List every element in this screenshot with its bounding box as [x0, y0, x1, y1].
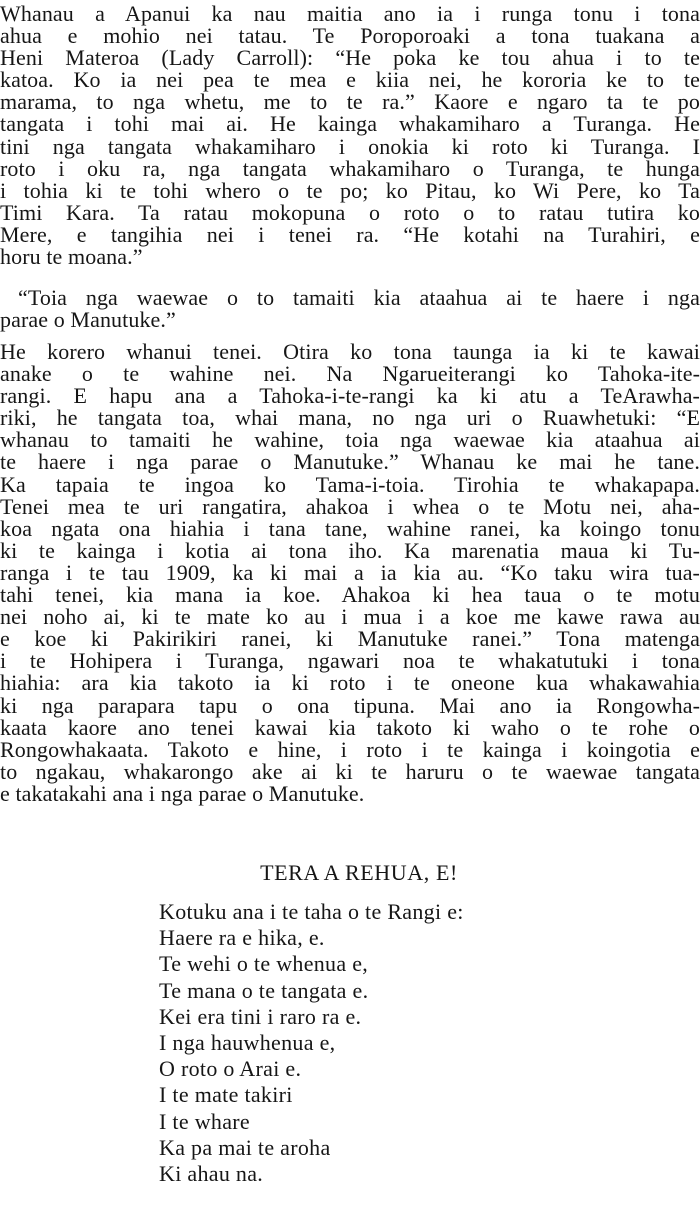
text-line: Timi Kara. Ta ratau mokopuna o roto o to ratau tutira ko — [0, 199, 700, 225]
text-line: “Toia nga waewae o to tamaiti kia ataahua ai te haere i nga — [18, 285, 700, 310]
text-line: to ngakau, whakarongo ake ai ki te haruru o te waewae tangata — [0, 758, 700, 784]
text-line: marama, to nga whetu, me to te ra.” Kaore e ngaro ta te po — [0, 89, 700, 115]
poem-line: Ka pa mai te aroha — [159, 1134, 331, 1160]
poem-line: Te wehi o te whenua e, — [159, 951, 369, 977]
poem-line: Ki ahau na. — [159, 1160, 264, 1186]
poem-line: I nga hauwhenua e, — [159, 1029, 336, 1055]
text-line: e koe ki Pakirikiri ranei, ki Manutuke ranei.” Tona matenga — [0, 626, 700, 652]
text-line: i te Hohipera i Turanga, ngawari noa te whakatutuki i tona — [0, 648, 700, 674]
text-line: tahi tenei, kia mana ia koe. Ahakoa ki hea taua o te motu — [0, 582, 700, 608]
poem-line: I te mate takiri — [159, 1082, 293, 1108]
poem-line: O roto o Arai e. — [159, 1056, 302, 1082]
poem-line: Haere ra e hika, e. — [159, 925, 325, 951]
text-line: i tohia ki te tohi whero o te po; ko Pitau, ko Wi Pere, ko Ta — [0, 177, 700, 203]
text-line: te haere i nga parae o Manutuke.” Whanau ke mai he tane. — [0, 449, 700, 475]
paragraph-toia-quote — [0, 287, 700, 331]
text-line: Heni Materoa (Lady Carroll): “He poka ke tou ahua i to te — [0, 45, 700, 71]
text-line: tangata i tohi mai ai. He kainga whakamiharo a Turanga. He — [0, 111, 700, 137]
paragraph-kawai — [0, 341, 700, 805]
text-line: Rongowhakaata. Takoto e hine, i roto i te kainga i koingotia e — [0, 736, 700, 762]
text-line: ki nga parapara tapu o ona tipuna. Mai ano ia Rongowha- — [0, 692, 700, 718]
text-line: rangi. E hapu ana a Tahoka-i-te-rangi ka ki atu a TeArawha- — [0, 383, 700, 409]
paragraph-poroporoaki — [0, 3, 700, 268]
text-line: kaata kaore ano tenei kawai kia takoto ki waho o te rohe o — [0, 714, 700, 740]
text-line: koa ngata ona hiahia i tana tane, wahine ranei, ka koingo tonu — [0, 515, 700, 541]
text-line: riki, he tangata toa, whai mana, no nga uri o Ruawhetuki: “E — [0, 405, 700, 431]
text-line: ki te kainga i kotia ai tona iho. Ka marenatia maua ki Tu- — [0, 537, 700, 563]
text-line: horu te moana.” — [0, 244, 143, 270]
text-line: anake o te wahine nei. Na Ngarueiterangi ko Tahoka-ite- — [0, 361, 700, 387]
text-line: He korero whanui tenei. Otira ko tona taunga ia ki te kawai — [0, 339, 700, 364]
text-line: Ka tapaia te ingoa ko Tama-i-toia. Tirohia te whakapapa. — [0, 471, 700, 497]
poem-line: Kotuku ana i te taha o te Rangi e: — [159, 899, 464, 924]
text-line: e takatakahi ana i nga parae o Manutuke. — [0, 780, 365, 806]
poem-title: TERA A REHUA, E! — [260, 860, 458, 885]
text-line: katoa. Ko ia nei pea te mea e kiia nei, he kororia ke to te — [0, 67, 700, 93]
text-line: Mere, e tangihia nei i tenei ra. “He kotahi na Turahiri, e — [0, 221, 700, 247]
poem-line: Kei era tini i raro ra e. — [159, 1003, 362, 1029]
text-line: ahua e mohio nei tatau. Te Poroporoaki a tona tuakana a — [0, 23, 700, 49]
poem-line: I te whare — [159, 1108, 250, 1134]
poem-line: Te mana o te tangata e. — [159, 977, 369, 1003]
text-line: parae o Manutuke.” — [0, 307, 176, 333]
text-line: nei noho ai, ki te mate ko au i mua i a koe me kawe rawa au — [0, 604, 700, 630]
text-line: roto i oku ra, nga tangata whakamiharo o Turanga, te hunga — [0, 155, 700, 181]
text-line: ranga i te tau 1909, ka ki mai a ia kia au. “Ko taku wira tua- — [0, 559, 700, 585]
text-line: Tenei mea te uri rangatira, ahakoa i whea o te Motu nei, aha- — [0, 493, 700, 519]
text-line: tini nga tangata whakamiharo i onokia ki roto ki Turanga. I — [0, 133, 700, 159]
text-line: whanau to tamaiti he wahine, toia nga waewae kia ataahua ai — [0, 427, 700, 453]
poem-lines — [159, 899, 679, 1187]
text-line: hiahia: ara kia takoto ia ki roto i te oneone kua whakawahia — [0, 670, 700, 696]
text-line: Whanau a Apanui ka nau maitia ano ia i runga tonu i tona — [0, 1, 700, 26]
